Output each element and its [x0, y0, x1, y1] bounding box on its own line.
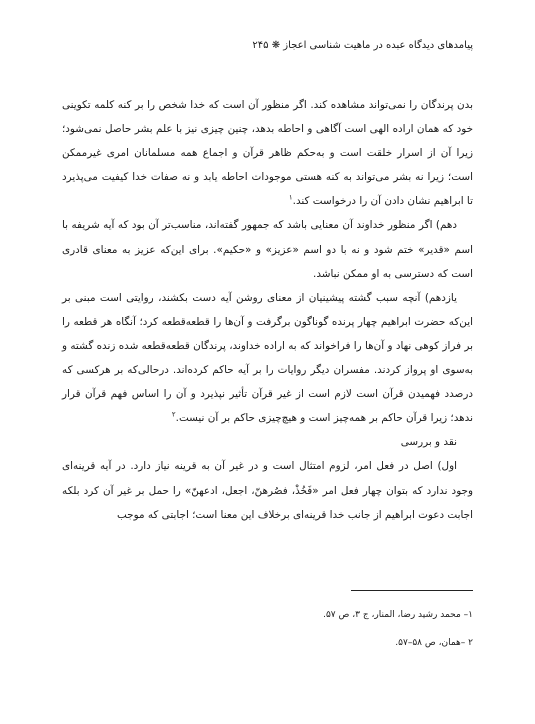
paragraph-4-text: اول) اصل در فعل امر، لزوم امتثال است و در غیر آن به قرینه نیاز دارد. در آیه قرینه‌ای وجود ندارد که بتوان چهار فعل امر «فَخُذْ، فصُرهنّ، اجعل، ادعهنّ» را حمل بر غیر آن کرد بلکه اجابت دعوت ابراهیم از جانب خدا قرینه‌ای برخلاف این معنا است؛ اجابتی که موجب: [62, 460, 473, 521]
paragraph-3-text: یازدهم) آنچه سبب گشته پیشینیان از معنای روشن آیه دست بکشند، روایتی است مبنی بر این‌که حضرت ابراهیم چهار پرنده گوناگون برگرفت و آن‌ها را قطعه‌قطعه کرد؛ آنگاه هر قطعه را بر فراز کوهی نهاد و آن‌ها را فراخواند که به اراده خداوند، پرندگان قطعه‌قطعه شده زنده گشته و به‌سوی او پرواز کردند. مفسران دیگر روایات را بر آیه حاکم کرده‌اند. درحالی‌که بر هرکسی که درصدد فهمیدن قرآن است لازم است از غیر قرآن تأثیر نپذیرد و آن را اساس فهم قرآن قرار ندهد؛ زیرا قرآن حاکم بر همه‌چیز است و هیچ‌چیزی حاکم بر آن نیست.: [62, 291, 473, 425]
footnote-2: ۲ –همان، ص ۵۸–۵۷.: [395, 638, 473, 648]
paragraph-3: [62, 286, 473, 431]
footnote-ref-1[interactable]: ۱: [288, 193, 293, 202]
running-head: پیامدهای دیدگاه عبده در ماهیت شناسی اعجاز ❋ ۲۴۵: [252, 40, 473, 51]
body-text: [62, 93, 473, 527]
paragraph-2-text: دهم) اگر منظور خداوند آن معنایی باشد که جمهور گفته‌اند، مناسب‌تر آن بود که آیه شریفه با اسم «قدیر» ختم شود و نه با دو اسم «عزیز» و «حکیم». برای این‌که عزیز به معنای قادری است که دسترسی به او ممکن نباشد.: [62, 219, 473, 280]
paragraph-2: [62, 213, 473, 285]
section-heading-text: نقد و بررسی: [400, 436, 457, 449]
paragraph-4: [62, 454, 473, 526]
footnote-ref-2[interactable]: ۲: [171, 410, 176, 419]
paragraph-1-text: بدن پرندگان را نمی‌تواند مشاهده کند. اگر منظور آن است که خدا شخص را بر کنه کلمه تکوینی خود که همان اراده الهی است آگاهی و احاطه بدهد، چنین چیزی نیز با علم بشر حاصل نمی‌شود؛ زیرا آن از اسرار خلقت است و به‌حکم ظاهر قرآن و اجماع همه مسلمانان امری غیرممکن است؛ زیرا نه بشر می‌تواند به کنه هستی موجودات احاطه یابد و نه صفات خدا کیفیت می‌پذیرد تا ابراهیم نشان دادن آن را درخواست کند.: [62, 99, 473, 208]
footnotes: [62, 605, 473, 661]
paragraph-1: [62, 93, 473, 213]
footnote-divider: [351, 590, 473, 591]
footnote-1: ۱– محمد رشید رضا، المنار، ج ۳، ص ۵۷.: [323, 610, 473, 620]
section-heading: [62, 430, 473, 454]
